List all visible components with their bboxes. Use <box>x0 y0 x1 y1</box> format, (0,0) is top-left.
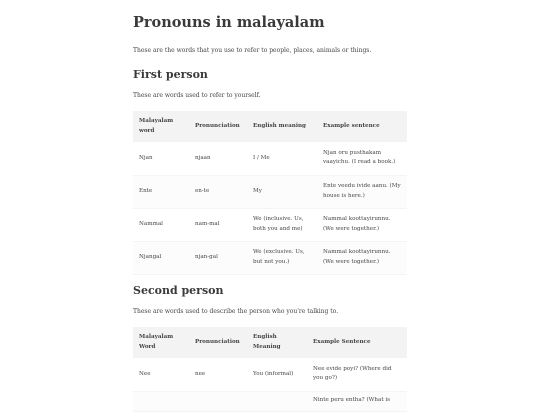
table-row <box>133 391 407 411</box>
table-cell: nam-mal <box>189 208 247 241</box>
table-header-row <box>133 111 407 142</box>
table-cell: Ninte peru entha? (What is <box>307 391 407 411</box>
table-cell: Nammal <box>133 208 189 241</box>
section-heading-second-person: Second person <box>133 284 224 297</box>
table-cell: My <box>247 175 317 208</box>
table-cell: Njan oru pusthakam vaayichu. (I read a book.) <box>317 142 407 175</box>
table-cell: I / Me <box>247 142 317 175</box>
table-cell: njaan <box>189 142 247 175</box>
table-cell <box>247 391 307 411</box>
table-cell: Njan <box>133 142 189 175</box>
table-row <box>133 358 407 391</box>
table-cell: Nee <box>133 358 189 391</box>
table-row <box>133 175 407 208</box>
intro-text: These are the words that you use to refer to people, places, animals or things. <box>133 47 372 54</box>
second-person-table <box>133 327 407 412</box>
first-person-table <box>133 111 407 275</box>
column-header: English meaning <box>253 122 306 129</box>
table-cell: Ente <box>133 175 189 208</box>
column-header: Example Sentence <box>313 338 371 345</box>
table-cell: njan-gal <box>189 241 247 274</box>
table-cell: Nee evide poyi? (Where did you go?) <box>307 358 407 391</box>
table-row <box>133 208 407 241</box>
column-header: Malayalam Word <box>139 334 174 350</box>
page-title: Pronouns in malayalam <box>133 14 325 31</box>
table-cell: nee <box>189 358 247 391</box>
table-cell: We (exclusive. Us, but not you.) <box>247 241 317 274</box>
section-description: These are words used to refer to yourself. <box>133 92 261 99</box>
column-header: Example sentence <box>323 122 380 129</box>
section-heading-first-person: First person <box>133 68 208 81</box>
table-cell: We (inclusive. Us, both you and me) <box>247 208 317 241</box>
table-cell <box>133 391 189 411</box>
column-header: English Meaning <box>253 334 281 350</box>
column-header: Pronunciation <box>195 338 240 345</box>
table-row <box>133 241 407 274</box>
table-row <box>133 142 407 175</box>
table-cell: You (informal) <box>247 358 307 391</box>
table-cell <box>189 391 247 411</box>
table-cell: Nammal koottayirunnu. (We were together.) <box>317 208 407 241</box>
table-cell: Nammal koottayirunnu. (We were together.) <box>317 241 407 274</box>
section-description: These are words used to describe the person who you're talking to. <box>133 308 339 315</box>
table-cell: Njangal <box>133 241 189 274</box>
column-header: Pronunciation <box>195 122 240 129</box>
table-cell: en-te <box>189 175 247 208</box>
table-header-row <box>133 327 407 358</box>
column-header: Malayalam word <box>139 118 174 134</box>
table-cell: Ente veedu ivide aanu. (My house is here.) <box>317 175 407 208</box>
